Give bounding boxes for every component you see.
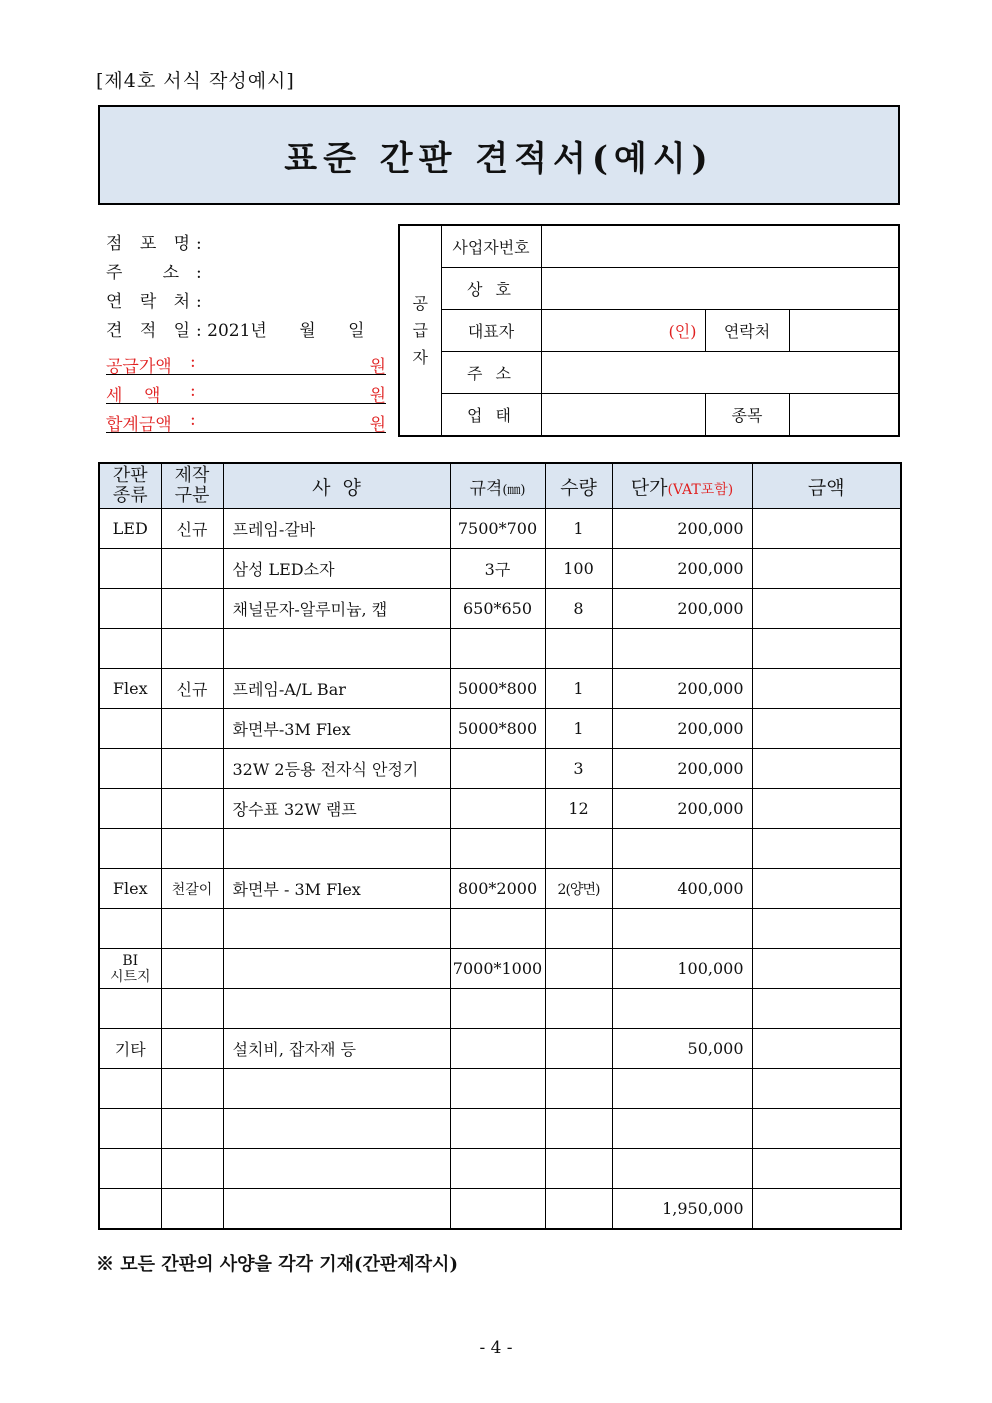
cell-unit-price[interactable]: 200,000 <box>612 749 752 789</box>
amount-label: 합계금액 <box>106 415 172 435</box>
cell-qty[interactable]: 12 <box>545 789 612 829</box>
cell-sign-type[interactable] <box>99 1149 161 1189</box>
cell-spec[interactable] <box>223 909 450 949</box>
cell-make-type[interactable]: 신규 <box>161 669 223 709</box>
cell-qty[interactable] <box>545 629 612 669</box>
table-row <box>99 1149 901 1189</box>
cell-unit-price[interactable] <box>612 1149 752 1189</box>
cell-make-type[interactable] <box>161 589 223 629</box>
cell-spec[interactable] <box>223 629 450 669</box>
value-company[interactable] <box>541 268 899 310</box>
table-row <box>99 1069 901 1109</box>
cell-qty[interactable] <box>545 829 612 869</box>
cell-unit-price[interactable]: 200,000 <box>612 509 752 549</box>
cell-qty[interactable]: 2(양면) <box>545 869 612 909</box>
table-row <box>99 909 901 949</box>
amount-unit: 원 <box>369 386 386 406</box>
cell-amount[interactable] <box>752 589 901 629</box>
header-unit: (㎜) <box>502 482 526 498</box>
cell-unit-price[interactable]: 100,000 <box>612 949 752 989</box>
cell-size[interactable] <box>450 1029 545 1069</box>
header-sign-type <box>99 463 161 509</box>
cell-sign-type[interactable]: Flex <box>99 869 161 909</box>
cell-qty[interactable] <box>545 949 612 989</box>
cell-sign-type[interactable] <box>99 789 161 829</box>
label-biz-no: 사업자번호 <box>441 225 541 268</box>
cell-spec[interactable]: 삼성 LED소자 <box>223 549 450 589</box>
cell-amount[interactable] <box>752 549 901 589</box>
cell-spec[interactable] <box>223 1189 450 1230</box>
cell-qty[interactable] <box>545 1029 612 1069</box>
cell-unit-price[interactable] <box>612 629 752 669</box>
header-text: 단가 <box>630 476 668 499</box>
amount-tax <box>106 381 386 404</box>
info-value: : <box>196 234 202 254</box>
cell-sign-type[interactable]: BI 시트지 <box>99 949 161 989</box>
cell-amount[interactable] <box>752 1109 901 1149</box>
cell-size[interactable] <box>450 749 545 789</box>
cell-spec[interactable]: 화면부 - 3M Flex <box>223 869 450 909</box>
header-text: 구분 <box>174 485 210 506</box>
cell-sign-type[interactable] <box>99 709 161 749</box>
header-make-type <box>161 463 223 509</box>
amount-unit: 원 <box>369 415 386 435</box>
value-item[interactable] <box>789 394 899 437</box>
cell-qty[interactable] <box>545 1149 612 1189</box>
cell-unit-price[interactable] <box>612 1109 752 1149</box>
info-label: 연 락 처 <box>106 292 197 312</box>
cell-amount[interactable] <box>752 989 901 1029</box>
header-text: 종류 <box>112 485 148 506</box>
seal-mark: (인) <box>668 322 697 341</box>
amount-colon: : <box>190 352 196 372</box>
amount-colon: : <box>190 410 196 430</box>
cell-size[interactable]: 650*650 <box>450 589 545 629</box>
cell-sign-type[interactable] <box>99 749 161 789</box>
value-contact[interactable] <box>789 310 899 352</box>
header-size <box>450 463 545 509</box>
cell-amount[interactable] <box>752 749 901 789</box>
cell-sign-type[interactable]: LED <box>99 509 161 549</box>
cell-qty[interactable]: 8 <box>545 589 612 629</box>
cell-make-type[interactable] <box>161 549 223 589</box>
cell-make-type[interactable]: 신규 <box>161 509 223 549</box>
cell-spec[interactable] <box>223 829 450 869</box>
cell-amount[interactable] <box>752 869 901 909</box>
cell-make-type[interactable] <box>161 909 223 949</box>
supplier-header-char: 자 <box>412 348 428 367</box>
cell-make-type[interactable] <box>161 629 223 669</box>
value-address[interactable] <box>541 352 899 394</box>
cell-make-type[interactable] <box>161 1109 223 1149</box>
document-title: 표준 간판 견적서(예시) <box>284 138 714 179</box>
cell-unit-price[interactable]: 50,000 <box>612 1029 752 1069</box>
title-box <box>98 105 900 205</box>
supplier-header <box>399 225 441 436</box>
cell-sign-type[interactable]: Flex <box>99 669 161 709</box>
table-row <box>99 749 901 789</box>
cell-spec[interactable] <box>223 1109 450 1149</box>
amount-total <box>106 410 386 433</box>
cell-amount[interactable] <box>752 1069 901 1109</box>
cell-sign-type[interactable]: 기타 <box>99 1029 161 1069</box>
cell-sign-type[interactable] <box>99 909 161 949</box>
cell-make-type[interactable] <box>161 949 223 989</box>
cell-amount[interactable] <box>752 909 901 949</box>
cell-size[interactable] <box>450 1149 545 1189</box>
cell-sign-type[interactable] <box>99 1109 161 1149</box>
label-contact: 연락처 <box>705 310 789 352</box>
cell-sign-type[interactable] <box>99 629 161 669</box>
supplier-header-char: 급 <box>412 321 428 340</box>
cell-size[interactable]: 7000*1000 <box>450 949 545 989</box>
info-value: : <box>196 263 202 283</box>
table-row <box>99 829 901 869</box>
cell-make-type[interactable] <box>161 1189 223 1230</box>
table-row <box>99 549 901 589</box>
cell-sign-type[interactable] <box>99 829 161 869</box>
cell-qty[interactable]: 1 <box>545 709 612 749</box>
info-store-name <box>106 229 202 254</box>
info-address <box>106 258 202 283</box>
cell-unit-price[interactable]: 1,950,000 <box>612 1189 752 1230</box>
cell-spec[interactable] <box>223 1069 450 1109</box>
label-address: 주 소 <box>441 352 541 394</box>
info-label: 점 포 명 <box>106 234 197 254</box>
cell-spec[interactable]: 설치비, 잡자재 등 <box>223 1029 450 1069</box>
cell-qty[interactable]: 100 <box>545 549 612 589</box>
cell-size[interactable] <box>450 829 545 869</box>
cell-sign-type[interactable] <box>99 989 161 1029</box>
form-caption: [제4호 서식 작성예시] <box>96 70 295 92</box>
info-estimate-date <box>106 316 365 341</box>
estimate-table <box>98 462 902 1230</box>
cell-amount[interactable] <box>752 789 901 829</box>
cell-make-type[interactable] <box>161 1069 223 1109</box>
cell-qty[interactable] <box>545 909 612 949</box>
header-unit-price <box>612 463 752 509</box>
table-row <box>99 1109 901 1149</box>
supplier-header-char: 공 <box>412 294 428 313</box>
header-qty: 수량 <box>545 463 612 509</box>
cell-size[interactable]: 7500*700 <box>450 509 545 549</box>
cell-make-type[interactable] <box>161 1149 223 1189</box>
cell-unit-price[interactable] <box>612 829 752 869</box>
cell-amount[interactable] <box>752 1149 901 1189</box>
amount-supply <box>106 352 386 375</box>
value-biz-no[interactable] <box>541 225 899 268</box>
header-spec: 사 양 <box>223 463 450 509</box>
header-text: 간판 <box>112 465 148 486</box>
cell-spec[interactable]: 32W 2등용 전자식 안정기 <box>223 749 450 789</box>
cell-amount[interactable] <box>752 829 901 869</box>
amount-colon: : <box>190 381 196 401</box>
cell-spec[interactable]: 화면부-3M Flex <box>223 709 450 749</box>
label-ceo: 대표자 <box>441 310 541 352</box>
cell-unit-price[interactable]: 200,000 <box>612 549 752 589</box>
cell-make-type[interactable] <box>161 989 223 1029</box>
cell-sign-type[interactable] <box>99 1189 161 1230</box>
label-business-type: 업 태 <box>441 394 541 437</box>
header-vat-note: (VAT포함) <box>667 481 734 498</box>
cell-size[interactable]: 3구 <box>450 549 545 589</box>
cell-unit-price[interactable]: 200,000 <box>612 709 752 749</box>
cell-unit-price[interactable]: 400,000 <box>612 869 752 909</box>
cell-unit-price[interactable] <box>612 909 752 949</box>
cell-qty[interactable]: 3 <box>545 749 612 789</box>
cell-spec[interactable]: 장수표 32W 램프 <box>223 789 450 829</box>
table-row <box>99 869 901 909</box>
cell-size[interactable]: 800*2000 <box>450 869 545 909</box>
cell-sign-type[interactable] <box>99 549 161 589</box>
info-contact <box>106 287 202 312</box>
info-value: : 2021년 월 일 <box>196 321 365 341</box>
cell-size[interactable]: 5000*800 <box>450 709 545 749</box>
supplier-table <box>398 224 900 437</box>
cell-amount[interactable] <box>752 709 901 749</box>
table-row <box>99 989 901 1029</box>
cell-amount[interactable] <box>752 1189 901 1230</box>
cell-size[interactable] <box>450 629 545 669</box>
cell-qty[interactable] <box>545 1109 612 1149</box>
cell-size[interactable] <box>450 789 545 829</box>
label-company: 상 호 <box>441 268 541 310</box>
cell-amount[interactable] <box>752 949 901 989</box>
cell-amount[interactable] <box>752 509 901 549</box>
cell-amount[interactable] <box>752 1029 901 1069</box>
cell-spec[interactable]: 프레임-갈바 <box>223 509 450 549</box>
cell-size[interactable] <box>450 1069 545 1109</box>
cell-sign-type[interactable] <box>99 1069 161 1109</box>
cell-unit-price[interactable]: 200,000 <box>612 589 752 629</box>
cell-size[interactable] <box>450 1189 545 1230</box>
cell-unit-price[interactable]: 200,000 <box>612 669 752 709</box>
cell-spec[interactable]: 프레임-A/L Bar <box>223 669 450 709</box>
cell-make-type[interactable] <box>161 749 223 789</box>
cell-size[interactable]: 5000*800 <box>450 669 545 709</box>
cell-make-type[interactable] <box>161 709 223 749</box>
cell-spec[interactable] <box>223 1149 450 1189</box>
table-row <box>99 1189 901 1230</box>
value-ceo[interactable] <box>541 310 705 352</box>
table-row <box>99 1029 901 1069</box>
cell-make-type[interactable] <box>161 1029 223 1069</box>
cell-amount[interactable] <box>752 669 901 709</box>
cell-spec[interactable] <box>223 949 450 989</box>
table-header-row <box>99 463 901 509</box>
header-text: 제작 <box>174 465 210 486</box>
amount-unit: 원 <box>369 357 386 377</box>
cell-make-type[interactable]: 천갈이 <box>161 869 223 909</box>
cell-qty[interactable] <box>545 1069 612 1109</box>
cell-qty[interactable] <box>545 1189 612 1230</box>
cell-unit-price[interactable]: 200,000 <box>612 789 752 829</box>
cell-qty[interactable]: 1 <box>545 509 612 549</box>
cell-spec[interactable] <box>223 989 450 1029</box>
cell-make-type[interactable] <box>161 789 223 829</box>
table-row <box>99 789 901 829</box>
amount-label: 공급가액 <box>106 357 172 377</box>
cell-amount[interactable] <box>752 629 901 669</box>
cell-size[interactable] <box>450 909 545 949</box>
info-value: : <box>196 292 202 312</box>
cell-qty[interactable]: 1 <box>545 669 612 709</box>
header-text: 규격 <box>469 478 503 499</box>
cell-qty[interactable] <box>545 989 612 1029</box>
table-row <box>99 509 901 549</box>
value-business-type[interactable] <box>541 394 705 437</box>
footnote: ※ 모든 간판의 사양을 각각 기재(간판제작시) <box>96 1254 458 1275</box>
table-row <box>99 709 901 749</box>
cell-make-type[interactable] <box>161 829 223 869</box>
cell-sign-type[interactable] <box>99 589 161 629</box>
cell-unit-price[interactable] <box>612 989 752 1029</box>
table-row <box>99 949 901 989</box>
table-row <box>99 669 901 709</box>
header-amount: 금액 <box>752 463 901 509</box>
info-label: 주 소 <box>106 263 186 283</box>
table-row <box>99 589 901 629</box>
table-row <box>99 629 901 669</box>
amount-label: 세 액 <box>106 386 161 406</box>
page-number: - 4 - <box>479 1338 513 1358</box>
cell-size[interactable] <box>450 1109 545 1149</box>
info-label: 견 적 일 <box>106 321 197 341</box>
cell-spec[interactable]: 채널문자-알루미늄, 캡 <box>223 589 450 629</box>
cell-unit-price[interactable] <box>612 1069 752 1109</box>
label-item: 종목 <box>705 394 789 437</box>
cell-size[interactable] <box>450 989 545 1029</box>
